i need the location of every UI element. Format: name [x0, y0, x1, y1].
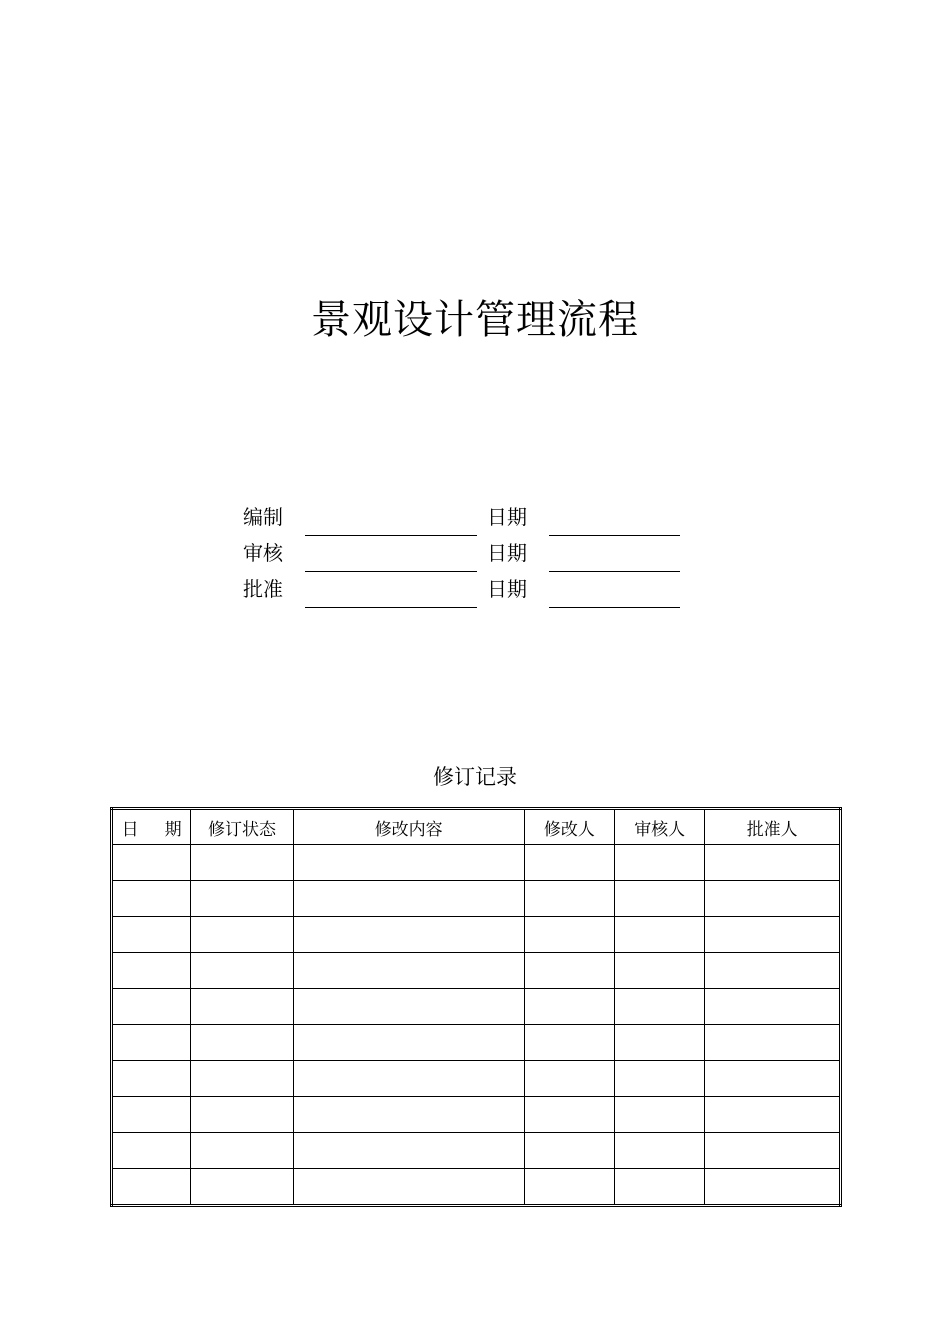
cell-date — [112, 881, 191, 917]
cell-reviewer — [615, 1169, 705, 1206]
table-row — [112, 1133, 841, 1169]
cell-status — [191, 953, 293, 989]
table-row — [112, 1061, 841, 1097]
table-header-row — [112, 809, 841, 845]
header-revision-status: 修订状态 — [191, 809, 293, 845]
table-row — [112, 917, 841, 953]
cell-modifier — [524, 845, 614, 881]
signoff-block — [243, 500, 693, 608]
cell-status — [191, 845, 293, 881]
cell-content — [293, 953, 524, 989]
cell-reviewer — [615, 917, 705, 953]
header-date-char-1: 日 — [121, 819, 139, 840]
cell-status — [191, 989, 293, 1025]
table-row — [112, 989, 841, 1025]
cell-reviewer — [615, 881, 705, 917]
approved-date-line — [549, 607, 680, 608]
table-row — [112, 953, 841, 989]
cell-reviewer — [615, 845, 705, 881]
reviewed-by-label: 审核 — [243, 541, 283, 565]
cell-date — [112, 917, 191, 953]
cell-content — [293, 1133, 524, 1169]
cell-modifier — [524, 1025, 614, 1061]
cell-approver — [705, 845, 841, 881]
cell-approver — [705, 1169, 841, 1206]
prepared-by-label: 编制 — [243, 505, 283, 529]
table-row — [112, 845, 841, 881]
cell-date — [112, 1025, 191, 1061]
cell-modifier — [524, 881, 614, 917]
cell-content — [293, 881, 524, 917]
cell-modifier — [524, 1169, 614, 1206]
table-row — [112, 1025, 841, 1061]
table-row — [112, 1097, 841, 1133]
cell-reviewer — [615, 953, 705, 989]
cell-approver — [705, 1061, 841, 1097]
cell-modifier — [524, 1061, 614, 1097]
approved-date-label: 日期 — [487, 577, 527, 601]
cell-status — [191, 1097, 293, 1133]
document-title: 景观设计管理流程 — [311, 297, 639, 343]
cell-reviewer — [615, 1097, 705, 1133]
cell-content — [293, 1025, 524, 1061]
cell-approver — [705, 917, 841, 953]
cell-approver — [705, 881, 841, 917]
approved-by-line — [305, 607, 477, 608]
cell-approver — [705, 1025, 841, 1061]
cell-date — [112, 953, 191, 989]
cell-reviewer — [615, 1025, 705, 1061]
cell-approver — [705, 1133, 841, 1169]
header-change-content: 修改内容 — [293, 809, 524, 845]
cell-content — [293, 917, 524, 953]
cell-modifier — [524, 989, 614, 1025]
reviewed-date-label: 日期 — [487, 541, 527, 565]
cell-approver — [705, 1097, 841, 1133]
cell-modifier — [524, 1097, 614, 1133]
cell-content — [293, 845, 524, 881]
cell-reviewer — [615, 1061, 705, 1097]
header-modified-by: 修改人 — [524, 809, 614, 845]
cell-modifier — [524, 1133, 614, 1169]
cell-reviewer — [615, 989, 705, 1025]
cell-date — [112, 845, 191, 881]
cell-date — [112, 1169, 191, 1206]
approved-by-label: 批准 — [243, 577, 283, 601]
cell-approver — [705, 989, 841, 1025]
table-row — [112, 881, 841, 917]
table-row — [112, 1169, 841, 1206]
cell-date — [112, 989, 191, 1025]
cell-status — [191, 1025, 293, 1061]
cell-content — [293, 1061, 524, 1097]
revision-record-title: 修订记录 — [433, 765, 517, 789]
header-reviewed-by: 审核人 — [615, 809, 705, 845]
cell-reviewer — [615, 1133, 705, 1169]
cell-content — [293, 989, 524, 1025]
signoff-row-approved — [243, 572, 693, 608]
cell-status — [191, 881, 293, 917]
cell-date — [112, 1133, 191, 1169]
cell-approver — [705, 953, 841, 989]
cell-status — [191, 1169, 293, 1206]
cell-date — [112, 1061, 191, 1097]
cell-date — [112, 1097, 191, 1133]
prepared-date-label: 日期 — [487, 505, 527, 529]
header-approved-by: 批准人 — [705, 809, 841, 845]
cell-status — [191, 1061, 293, 1097]
revision-record-table — [110, 807, 842, 1207]
header-date-char-2: 期 — [164, 819, 182, 840]
cell-status — [191, 1133, 293, 1169]
signoff-row-reviewed — [243, 536, 693, 572]
signoff-row-prepared — [243, 500, 693, 536]
header-date — [112, 809, 191, 845]
cell-content — [293, 1097, 524, 1133]
cell-status — [191, 917, 293, 953]
cell-modifier — [524, 953, 614, 989]
cell-modifier — [524, 917, 614, 953]
cell-content — [293, 1169, 524, 1206]
